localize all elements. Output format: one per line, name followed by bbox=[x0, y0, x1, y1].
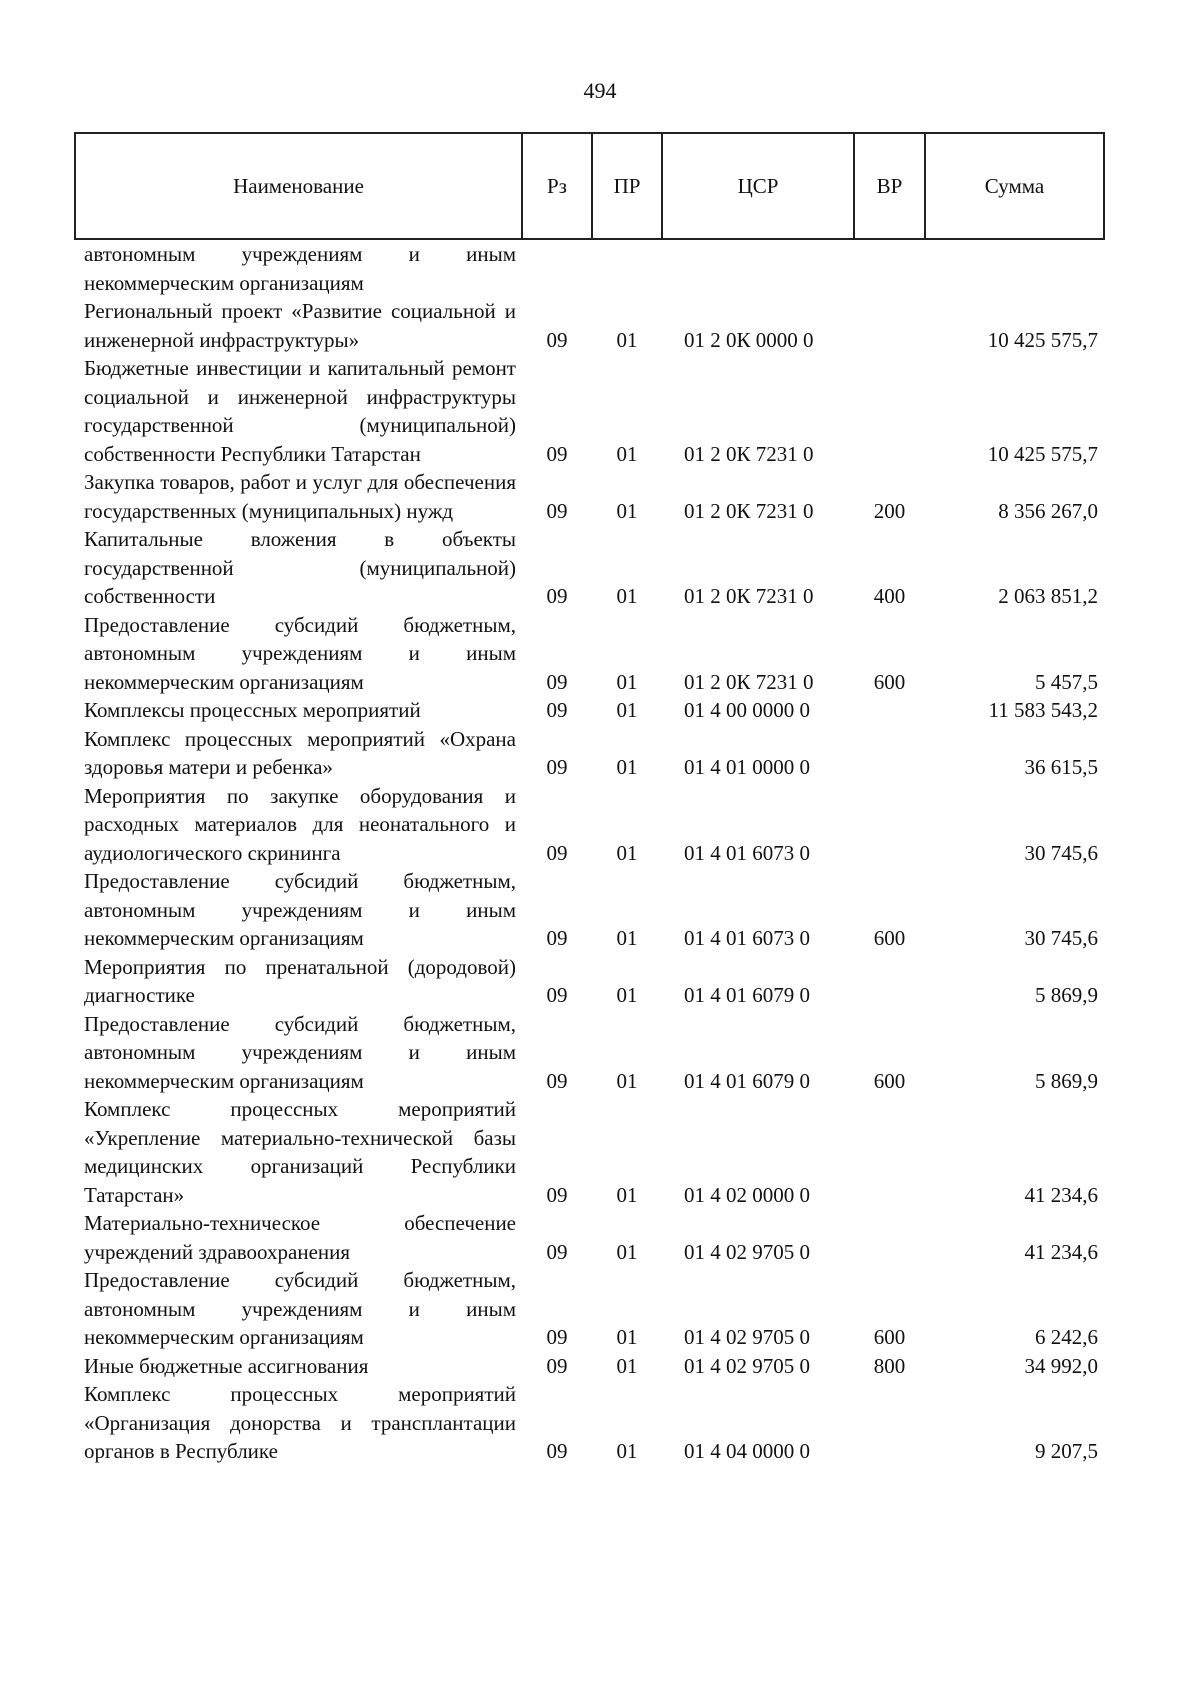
cell-name: Предоставление субсидий бюджетным, автономным учреждениям и иным некоммерческим организациям bbox=[84, 1011, 516, 1093]
cell-name: Комплексы процессных мероприятий bbox=[84, 698, 421, 722]
cell-name: Комплекс процессных мероприятий «Организация донорства и трансплантации органов в Республике bbox=[84, 1382, 516, 1463]
cell-rz: 09 bbox=[546, 1353, 568, 1378]
table-header bbox=[75, 133, 1104, 239]
cell-sum: 5 869,9 bbox=[1035, 983, 1098, 1007]
cell-name: Капитальные вложения в объекты государственной (муниципальной) собственности bbox=[84, 527, 516, 608]
cell-vr: 600 bbox=[873, 1068, 906, 1093]
cell-sum: 2 063 851,2 bbox=[998, 584, 1098, 608]
cell-csr: 01 4 02 9705 0 bbox=[684, 1325, 810, 1349]
cell-rz: 09 bbox=[546, 983, 568, 1007]
cell-rz: 09 bbox=[546, 1439, 568, 1463]
cell-pr bbox=[592, 239, 662, 297]
header-csr: ЦСР bbox=[662, 133, 854, 239]
cell-vr: 200 bbox=[873, 498, 906, 523]
cell-name: Предоставление субсидий бюджетным, автономным учреждениям и иным некоммерческим организациям bbox=[84, 612, 516, 694]
cell-rz: 09 bbox=[546, 755, 568, 779]
cell-sum: 5 457,5 bbox=[1035, 669, 1098, 694]
cell-csr: 01 4 00 0000 0 bbox=[684, 698, 810, 722]
cell-rz: 09 bbox=[546, 1325, 568, 1349]
cell-pr: 01 bbox=[616, 1182, 638, 1207]
cell-vr: 400 bbox=[873, 584, 906, 608]
cell-rz bbox=[522, 239, 592, 297]
cell-sum: 6 242,6 bbox=[1035, 1325, 1098, 1349]
cell-csr: 01 4 02 0000 0 bbox=[684, 1182, 810, 1207]
cell-name: Иные бюджетные ассигнования bbox=[84, 1353, 369, 1378]
cell-csr: 01 4 02 9705 0 bbox=[684, 1353, 810, 1378]
header-pr: ПР bbox=[592, 133, 662, 239]
table-row bbox=[75, 1380, 1104, 1466]
cell-pr: 01 bbox=[616, 669, 638, 694]
cell-rz: 09 bbox=[546, 1182, 568, 1207]
cell-sum: 30 745,6 bbox=[1024, 926, 1098, 950]
header-row bbox=[75, 133, 1104, 239]
cell-pr: 01 bbox=[616, 1239, 638, 1264]
cell-rz: 09 bbox=[546, 498, 568, 523]
cell-pr: 01 bbox=[616, 698, 638, 722]
cell-rz: 09 bbox=[546, 584, 568, 608]
cell-vr bbox=[854, 297, 925, 354]
cell-rz: 09 bbox=[546, 441, 568, 466]
cell-vr bbox=[854, 782, 925, 868]
table-row bbox=[75, 1352, 1104, 1381]
cell-csr: 01 2 0К 7231 0 bbox=[684, 584, 814, 608]
cell-csr: 01 4 01 6073 0 bbox=[684, 926, 810, 950]
table-row bbox=[75, 297, 1104, 354]
cell-vr: 600 bbox=[873, 669, 906, 694]
cell-sum: 10 425 575,7 bbox=[987, 327, 1098, 352]
cell-pr: 01 bbox=[616, 1068, 638, 1093]
cell-csr: 01 2 0К 7231 0 bbox=[684, 441, 814, 466]
cell-csr: 01 2 0К 0000 0 bbox=[684, 327, 814, 352]
cell-vr: 800 bbox=[873, 1353, 906, 1378]
budget-table bbox=[74, 132, 1105, 1466]
cell-pr: 01 bbox=[616, 1353, 638, 1378]
cell-csr: 01 4 01 6079 0 bbox=[684, 1068, 810, 1093]
cell-name: Мероприятия по закупке оборудования и расходных материалов для неонатального и аудиологического скрининга bbox=[84, 783, 516, 865]
cell-vr bbox=[854, 725, 925, 782]
cell-name: Бюджетные инвестиции и капитальный ремонт социальной и инженерной инфраструктуры государственной (муниципальной) собственности Республики Татарстан bbox=[84, 356, 516, 466]
cell-sum: 11 583 543,2 bbox=[988, 698, 1098, 722]
cell-name: Предоставление субсидий бюджетным, автономным учреждениям и иным некоммерческим организациям bbox=[84, 1268, 516, 1349]
cell-pr: 01 bbox=[616, 1439, 638, 1463]
header-name: Наименование bbox=[75, 133, 522, 239]
table-row bbox=[75, 525, 1104, 611]
header-vr: ВР bbox=[854, 133, 925, 239]
cell-csr: 01 2 0К 7231 0 bbox=[684, 498, 814, 523]
table-row bbox=[75, 867, 1104, 953]
cell-vr: 600 bbox=[873, 1325, 906, 1349]
cell-rz: 09 bbox=[546, 926, 568, 950]
cell-pr: 01 bbox=[616, 327, 638, 352]
table-row bbox=[75, 611, 1104, 697]
cell-csr: 01 4 04 0000 0 bbox=[684, 1439, 810, 1463]
cell-pr: 01 bbox=[616, 441, 638, 466]
cell-vr bbox=[854, 1095, 925, 1209]
cell-vr: 600 bbox=[873, 926, 906, 950]
cell-name: Материально-техническое обеспечение учреждений здравоохранения bbox=[84, 1211, 516, 1264]
cell-vr bbox=[854, 696, 925, 725]
cell-pr: 01 bbox=[616, 498, 638, 523]
cell-csr: 01 4 01 6073 0 bbox=[684, 840, 810, 865]
cell-csr: 01 4 01 0000 0 bbox=[684, 755, 810, 779]
cell-pr: 01 bbox=[616, 840, 638, 865]
table-row bbox=[75, 1010, 1104, 1096]
cell-rz: 09 bbox=[546, 1239, 568, 1264]
cell-vr bbox=[854, 354, 925, 468]
cell-sum: 10 425 575,7 bbox=[987, 441, 1098, 466]
cell-rz: 09 bbox=[546, 698, 568, 722]
cell-pr: 01 bbox=[616, 755, 638, 779]
cell-name: автономным учреждениям и иным некоммерческим организациям bbox=[84, 242, 516, 295]
cell-vr bbox=[854, 239, 925, 297]
table-row bbox=[75, 725, 1104, 782]
header-rz: Рз bbox=[522, 133, 592, 239]
cell-sum: 34 992,0 bbox=[1024, 1353, 1098, 1378]
table-row bbox=[75, 468, 1104, 525]
header-sum: Сумма bbox=[925, 133, 1104, 239]
cell-sum: 9 207,5 bbox=[1035, 1439, 1098, 1463]
cell-sum: 30 745,6 bbox=[1024, 840, 1098, 865]
cell-pr: 01 bbox=[616, 1325, 638, 1349]
page-number: 494 bbox=[583, 78, 617, 103]
cell-sum: 8 356 267,0 bbox=[998, 498, 1098, 523]
table-row bbox=[75, 696, 1104, 725]
cell-vr bbox=[854, 953, 925, 1010]
cell-sum: 41 234,6 bbox=[1024, 1239, 1098, 1264]
cell-csr: 01 4 02 9705 0 bbox=[684, 1239, 810, 1264]
cell-sum: 36 615,5 bbox=[1024, 755, 1098, 779]
cell-csr: 01 2 0К 7231 0 bbox=[684, 669, 814, 694]
cell-rz: 09 bbox=[546, 840, 568, 865]
table-row bbox=[75, 1209, 1104, 1266]
cell-pr: 01 bbox=[616, 584, 638, 608]
cell-name: Закупка товаров, работ и услуг для обеспечения государственных (муниципальных) нужд bbox=[84, 470, 516, 523]
cell-name: Региональный проект «Развитие социальной и инженерной инфраструктуры» bbox=[84, 299, 516, 352]
cell-name: Предоставление субсидий бюджетным, автономным учреждениям и иным некоммерческим организациям bbox=[84, 869, 516, 950]
cell-rz: 09 bbox=[546, 669, 568, 694]
table-row bbox=[75, 1095, 1104, 1209]
table-row bbox=[75, 782, 1104, 868]
cell-pr: 01 bbox=[616, 926, 638, 950]
table-row bbox=[75, 953, 1104, 1010]
cell-pr: 01 bbox=[616, 983, 638, 1007]
table-body bbox=[75, 239, 1104, 1466]
cell-csr: 01 4 01 6079 0 bbox=[684, 983, 810, 1007]
table-row bbox=[75, 239, 1104, 297]
cell-csr bbox=[662, 239, 854, 297]
cell-sum: 5 869,9 bbox=[1035, 1068, 1098, 1093]
cell-name: Мероприятия по пренатальной (дородовой) диагностике bbox=[84, 954, 516, 1007]
cell-sum bbox=[925, 239, 1104, 297]
cell-name: Комплекс процессных мероприятий «Охрана здоровья матери и ребенка» bbox=[84, 726, 516, 779]
table-row bbox=[75, 354, 1104, 468]
cell-rz: 09 bbox=[546, 327, 568, 352]
cell-vr bbox=[854, 1380, 925, 1466]
table-row bbox=[75, 1266, 1104, 1352]
cell-sum: 41 234,6 bbox=[1024, 1182, 1098, 1207]
cell-rz: 09 bbox=[546, 1068, 568, 1093]
cell-name: Комплекс процессных мероприятий «Укрепление материально-технической базы медицинских организаций Республики Татарстан» bbox=[84, 1097, 516, 1207]
cell-vr bbox=[854, 1209, 925, 1266]
